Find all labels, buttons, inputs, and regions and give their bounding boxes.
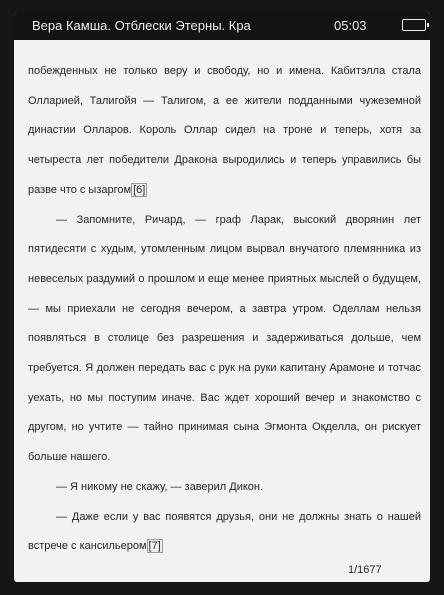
page-number: 1/1677 bbox=[348, 564, 382, 576]
paragraph: — Я никому не скажу, — заверил Дикон. bbox=[56, 480, 264, 493]
book-title: Вера Камша. Отблески Этерны. Кра bbox=[32, 18, 251, 33]
paragraph-text: побежденных не только веру и свободу, но и имена. Кабитэлла стала Олларией, Талигойя — Талигом, а ее жители подданными чужеземной династии Олларов. Король Оллар сидел на троне и теперь, хотя за четыреста лет победители Дракона выродились и теперь управились бы разве что с ызаргом bbox=[28, 65, 421, 196]
clock: 05:03 bbox=[334, 18, 367, 33]
footnote-link[interactable]: [6] bbox=[133, 183, 146, 196]
paragraph bbox=[28, 503, 421, 562]
paragraph bbox=[28, 57, 421, 206]
footnote-link[interactable]: [7] bbox=[148, 540, 161, 553]
book-text bbox=[28, 57, 421, 562]
reader-screen bbox=[14, 12, 430, 582]
battery-icon bbox=[402, 19, 426, 31]
status-bar bbox=[14, 12, 430, 40]
paragraph: — Запомните, Ричард, — граф Ларак, высокий дворянин лет пятидесяти с худым, утомленным лицом вырвал внучатого племянника из невеселых раздумий о прошлом и еще менее приятных мыслей о будущем, — мы приехали не сегодня вечером, а завтра утром. Оделлам нельзя появляться в столице без разрешения и задерживаться дольше, чем требуется. Я должен передать вас с рук на руки капитану Арамоне и тотчас уехать, но мы поступим иначе. Вас ждет хороший вечер и знакомство с другом, но учтите — тайно принимая сына Эгмонта Окделла, он рискует больше нашего. bbox=[28, 213, 421, 464]
paragraph-text: — Даже если у вас появятся друзья, они не должны знать о нашей встрече с кансильером bbox=[28, 510, 421, 553]
